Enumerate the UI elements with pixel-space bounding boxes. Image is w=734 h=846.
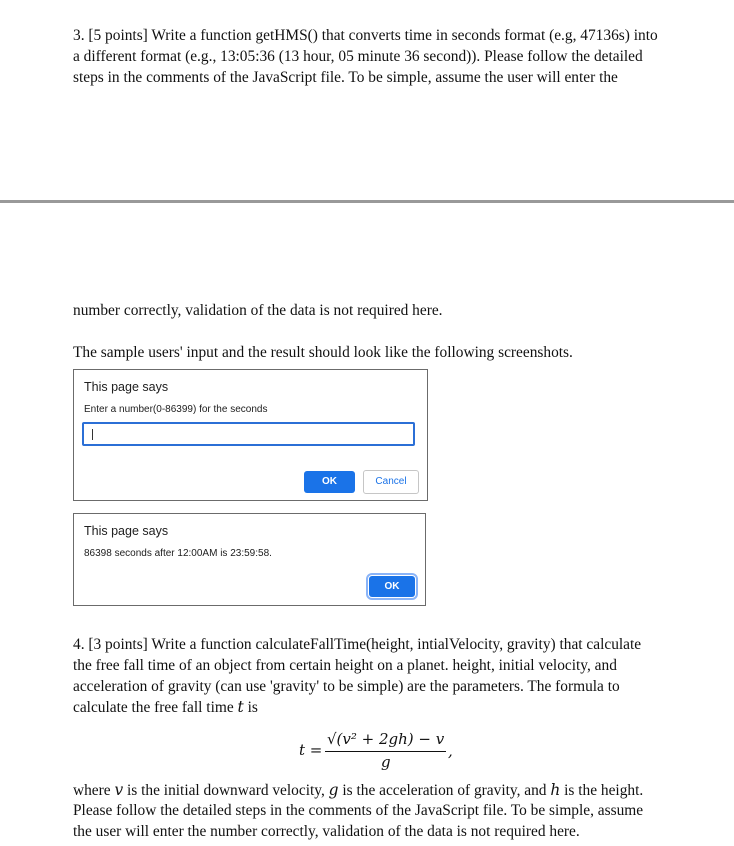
q4-line-4 [73,697,676,719]
variable-h: h [550,781,561,799]
prompt-dialog-title: This page says [84,380,169,394]
where-text-2: is the initial downward velocity, [127,782,325,799]
alert-dialog-title: This page says [84,524,169,538]
prompt-dialog [73,369,428,501]
fraction-bar [325,751,446,752]
q4-line-3: acceleration of gravity (can use 'gravity' to be simple) are the parameters. The formula to [73,678,620,695]
where-text-3: is the acceleration of gravity, and [342,782,547,799]
where-text-4: is the height. [564,782,644,799]
variable-g: g [328,781,339,799]
q4-line-2: the free fall time of an object from certain height on a planet. height, initial velocity, and [73,657,617,674]
alert-dialog-message: 86398 seconds after 12:00AM is 23:59:58. [84,548,272,559]
variable-t: t [237,698,244,716]
alert-ok-button[interactable]: OK [369,576,415,597]
q3-line-4: number correctly, validation of the data is not required here. [73,302,443,319]
q4-line-4-suffix: is [247,699,258,716]
formula-trailing-comma: , [448,742,453,760]
text-caret [92,429,93,440]
seconds-input[interactable] [82,422,415,446]
q4-line-1: 4. [3 points] Write a function calculateFallTime(height, intialVelocity, gravity) that calculate [73,636,642,653]
q3-line-3: steps in the comments of the JavaScript file. To be simple, assume the user will enter the [73,69,618,86]
free-fall-formula [0,728,734,776]
formula-lhs: t = [299,741,323,759]
q3-line-5: The sample users' input and the result should look like the following screenshots. [73,344,573,361]
prompt-dialog-message: Enter a number(0-86399) for the seconds [84,404,268,415]
where-line-2: Please follow the detailed steps in the comments of the JavaScript file. To be simple, assume [73,802,644,819]
q3-line-1: 3. [5 points] Write a function getHMS() that converts time in seconds format (e.g, 47136s) into [73,27,658,44]
q4-line-4-prefix: calculate the free fall time [73,699,234,716]
formula-numerator: √(v² + 2gh) − v [327,730,445,748]
alert-dialog [73,513,426,606]
where-line-1 [73,780,676,802]
where-text-1: where [73,782,111,799]
formula-denominator: g [381,753,391,771]
variable-v: v [114,781,124,799]
where-line-3: the user will enter the number correctly, validation of the data is not required here. [73,823,580,840]
page-divider [0,200,734,203]
prompt-cancel-button[interactable]: Cancel [363,470,419,494]
prompt-ok-button[interactable]: OK [304,471,355,493]
q3-line-2: a different format (e.g., 13:05:36 (13 hour, 05 minute 36 second)). Please follow the detailed [73,48,643,65]
